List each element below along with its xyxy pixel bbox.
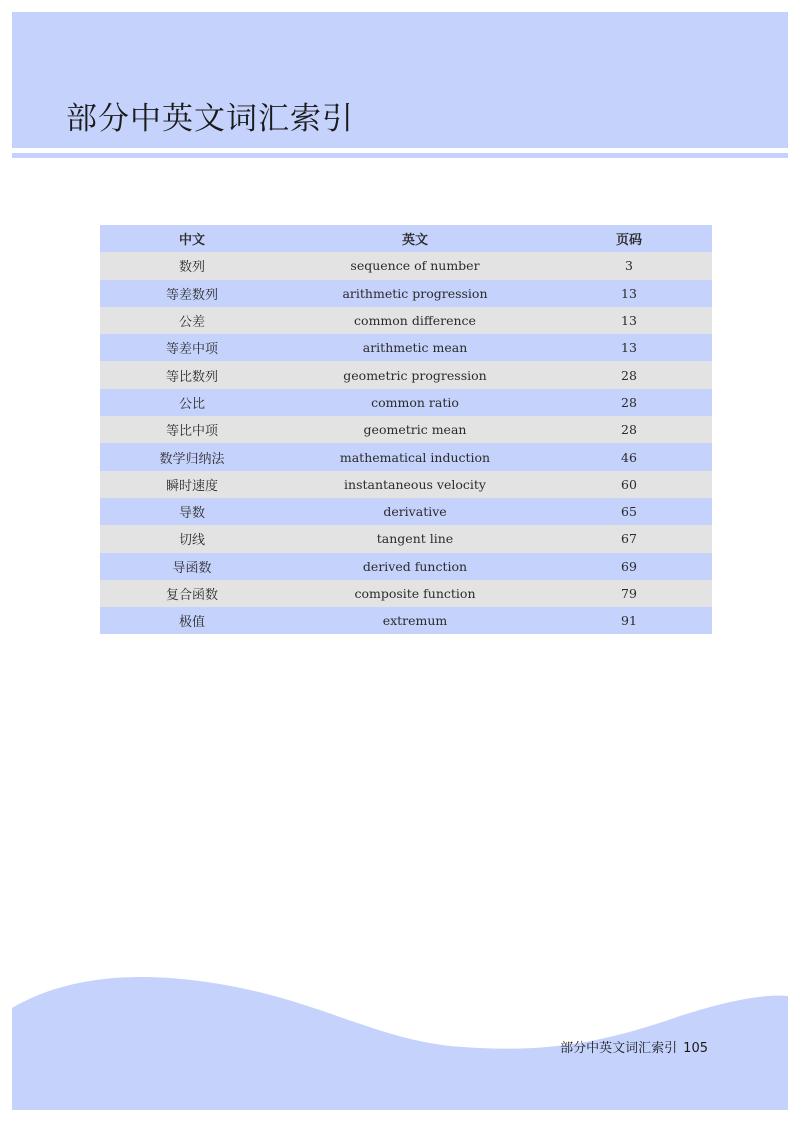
chinese-term: 瞬时速度 — [100, 471, 284, 498]
footer-section-title: 部分中英文词汇索引 — [560, 1041, 678, 1056]
chinese-term: 等差中项 — [100, 334, 284, 361]
page-number-cell: 28 — [546, 361, 712, 388]
chinese-term: 等比数列 — [100, 361, 284, 388]
chinese-term: 复合函数 — [100, 580, 284, 607]
chinese-term: 等比中项 — [100, 416, 284, 443]
page-number-cell: 28 — [546, 389, 712, 416]
table-row — [100, 498, 712, 525]
chinese-term: 极值 — [100, 607, 284, 634]
page-number-cell: 3 — [546, 252, 712, 279]
chinese-term: 导函数 — [100, 553, 284, 580]
table-row — [100, 443, 712, 470]
chinese-term: 公差 — [100, 307, 284, 334]
english-term: composite function — [284, 580, 546, 607]
table-row — [100, 553, 712, 580]
english-term: geometric mean — [284, 416, 546, 443]
chinese-term: 切线 — [100, 525, 284, 552]
page-number-cell: 60 — [546, 471, 712, 498]
running-footer — [560, 1037, 708, 1056]
page-number-cell: 79 — [546, 580, 712, 607]
table-header-row — [100, 225, 712, 252]
page-number-cell: 13 — [546, 280, 712, 307]
header-divider — [12, 153, 788, 158]
table-row — [100, 416, 712, 443]
english-term: common ratio — [284, 389, 546, 416]
column-header-chinese: 中文 — [100, 225, 284, 252]
column-header-english: 英文 — [284, 225, 546, 252]
english-term: common difference — [284, 307, 546, 334]
table-row — [100, 389, 712, 416]
page-number-cell: 65 — [546, 498, 712, 525]
table-row — [100, 607, 712, 634]
english-term: sequence of number — [284, 252, 546, 279]
table-row — [100, 307, 712, 334]
chinese-term: 等差数列 — [100, 280, 284, 307]
chinese-term: 导数 — [100, 498, 284, 525]
english-term: arithmetic mean — [284, 334, 546, 361]
page-number-cell: 13 — [546, 334, 712, 361]
table-row — [100, 471, 712, 498]
english-term: derived function — [284, 553, 546, 580]
page-number-cell: 67 — [546, 525, 712, 552]
column-header-page: 页码 — [546, 225, 712, 252]
english-term: tangent line — [284, 525, 546, 552]
english-term: derivative — [284, 498, 546, 525]
english-term: geometric progression — [284, 361, 546, 388]
table-row — [100, 525, 712, 552]
footer-page-number: 105 — [683, 1041, 708, 1056]
table-row — [100, 361, 712, 388]
page-number-cell: 28 — [546, 416, 712, 443]
english-term: mathematical induction — [284, 443, 546, 470]
table-row — [100, 280, 712, 307]
chinese-term: 数学归纳法 — [100, 443, 284, 470]
page-number-cell: 46 — [546, 443, 712, 470]
chinese-term: 公比 — [100, 389, 284, 416]
page-number-cell: 69 — [546, 553, 712, 580]
page-title: 部分中英文词汇索引 — [66, 101, 354, 137]
vocabulary-index-table — [100, 225, 712, 634]
table-row — [100, 580, 712, 607]
table-row — [100, 252, 712, 279]
english-term: arithmetic progression — [284, 280, 546, 307]
chinese-term: 数列 — [100, 252, 284, 279]
page-number-cell: 13 — [546, 307, 712, 334]
english-term: extremum — [284, 607, 546, 634]
table-row — [100, 334, 712, 361]
page-number-cell: 91 — [546, 607, 712, 634]
english-term: instantaneous velocity — [284, 471, 546, 498]
